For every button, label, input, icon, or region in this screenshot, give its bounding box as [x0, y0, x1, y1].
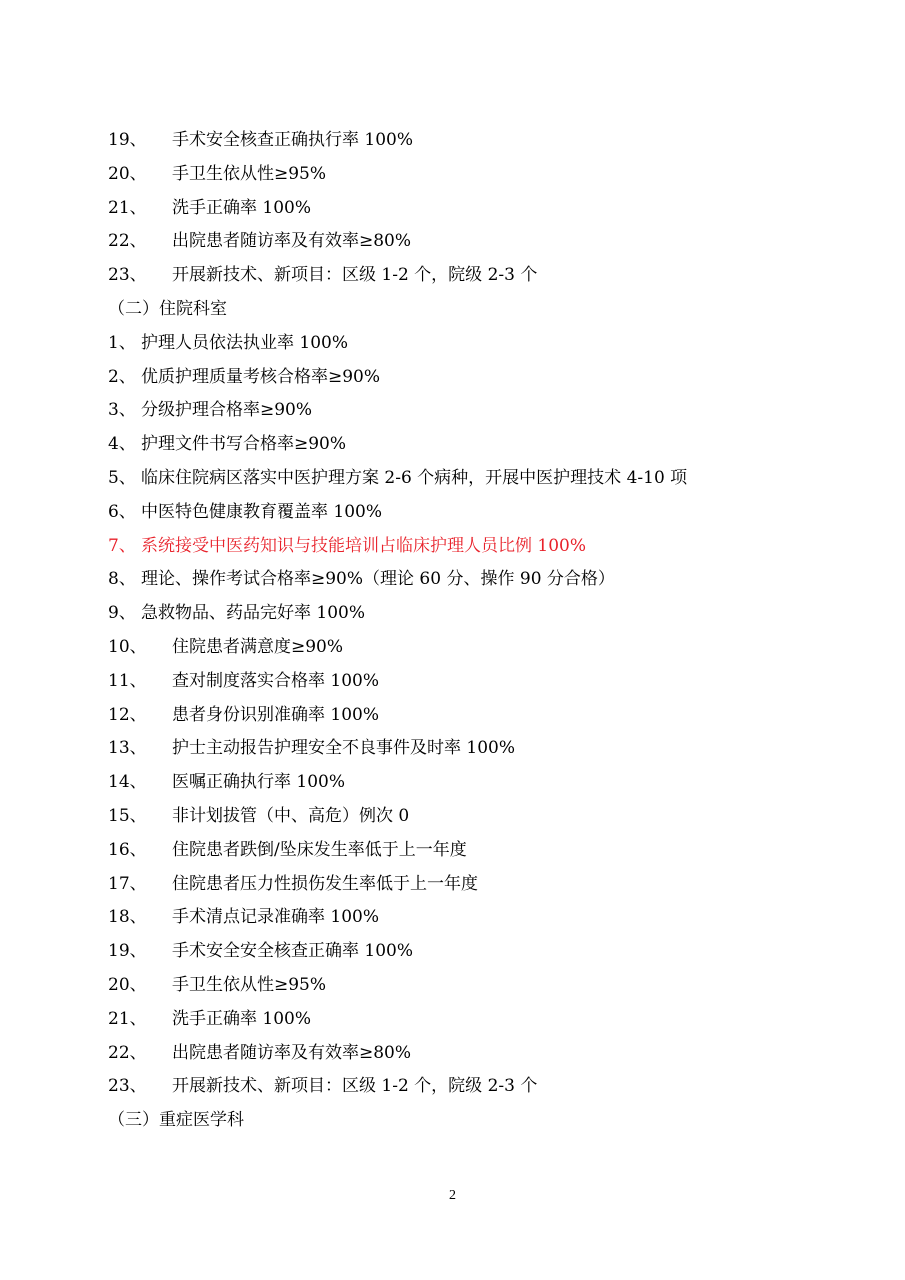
item-text: 出院患者随访率及有效率≥80%: [172, 231, 412, 252]
item-text: 洗手正确率 100%: [172, 1008, 312, 1029]
item-number: 2、: [108, 366, 136, 387]
item-text: 护士主动报告护理安全不良事件及时率 100%: [172, 738, 516, 759]
section-heading-text: （二）住院科室: [108, 298, 227, 319]
list-item: [0, 361, 905, 395]
item-text: 急救物品、药品完好率 100%: [141, 603, 366, 624]
item-number: 13、: [108, 738, 147, 759]
item-text: 护理文件书写合格率≥90%: [141, 434, 347, 455]
list-item: [0, 1070, 905, 1104]
item-text: 手术清点记录准确率 100%: [172, 907, 380, 928]
item-text: 手术安全核查正确执行率 100%: [172, 130, 414, 150]
list-item: [0, 868, 905, 902]
list-item: [0, 834, 905, 868]
item-number: 15、: [108, 805, 147, 826]
list-item: [0, 935, 905, 969]
item-number: 7、: [108, 535, 136, 556]
item-text: 住院患者满意度≥90%: [172, 636, 344, 657]
item-text: 开展新技术、新项目：区级 1-2 个，院级 2-3 个: [172, 1076, 538, 1097]
list-item: [0, 766, 905, 800]
list-item: [0, 192, 905, 226]
item-number: 18、: [108, 907, 147, 928]
item-text: 开展新技术、新项目：区级 1-2 个，院级 2-3 个: [172, 265, 538, 286]
item-text: 患者身份识别准确率 100%: [172, 704, 380, 725]
item-number: 21、: [108, 197, 147, 218]
item-number: 17、: [108, 873, 147, 894]
item-number: 20、: [108, 163, 147, 184]
section-heading-inpatient: [0, 293, 905, 327]
item-text: 系统接受中医药知识与技能培训占临床护理人员比例 100%: [141, 535, 587, 556]
list-item-highlighted: [0, 530, 905, 564]
list-item: [0, 563, 905, 597]
item-number: 3、: [108, 400, 136, 421]
item-number: 21、: [108, 1008, 147, 1029]
item-number: 9、: [108, 603, 136, 624]
item-number: 16、: [108, 839, 147, 860]
list-item: [0, 225, 905, 259]
list-item: [0, 665, 905, 699]
list-item: [0, 1037, 905, 1071]
item-number: 8、: [108, 569, 136, 590]
item-text: 手术安全安全核查正确率 100%: [172, 941, 414, 962]
item-text: 住院患者压力性损伤发生率低于上一年度: [172, 873, 478, 894]
item-text: 分级护理合格率≥90%: [141, 400, 313, 421]
item-number: 5、: [108, 467, 136, 488]
document-body: [0, 124, 905, 1138]
item-number: 19、: [108, 941, 147, 962]
item-number: 22、: [108, 1042, 147, 1063]
item-number: 22、: [108, 231, 147, 252]
list-item: [0, 496, 905, 530]
section-heading-icu: [0, 1104, 905, 1138]
list-item: [0, 158, 905, 192]
item-number: 23、: [108, 1076, 147, 1097]
list-item: [0, 428, 905, 462]
item-number: 11、: [108, 670, 147, 691]
item-text: 护理人员依法执业率 100%: [141, 332, 349, 353]
item-number: 10、: [108, 636, 147, 657]
item-number: 1、: [108, 332, 136, 353]
item-text: 洗手正确率 100%: [172, 197, 312, 218]
list-item: [0, 699, 905, 733]
list-item: [0, 462, 905, 496]
list-item: [0, 969, 905, 1003]
item-text: 非计划拔管（中、高危）例次 0: [172, 805, 410, 826]
list-item: [0, 631, 905, 665]
item-number: 23、: [108, 265, 147, 286]
item-number: 12、: [108, 704, 147, 725]
list-item: [0, 732, 905, 766]
item-number: 6、: [108, 501, 136, 522]
item-number: 19、: [108, 130, 147, 150]
list-item: [0, 259, 905, 293]
list-item: [0, 597, 905, 631]
item-number: 4、: [108, 434, 136, 455]
page-number: 2: [449, 1188, 456, 1203]
item-text: 查对制度落实合格率 100%: [172, 670, 380, 691]
item-text: 住院患者跌倒/坠床发生率低于上一年度: [172, 839, 467, 860]
item-text: 理论、操作考试合格率≥90%（理论 60 分、操作 90 分合格）: [141, 569, 615, 590]
item-text: 医嘱正确执行率 100%: [172, 772, 346, 793]
list-item: [0, 124, 905, 158]
item-text: 出院患者随访率及有效率≥80%: [172, 1042, 412, 1063]
item-text: 临床住院病区落实中医护理方案 2-6 个病种，开展中医护理技术 4-10 项: [141, 467, 688, 488]
item-text: 中医特色健康教育覆盖率 100%: [141, 501, 383, 522]
list-item: [0, 1003, 905, 1037]
item-number: 20、: [108, 974, 147, 995]
list-item: [0, 901, 905, 935]
list-item: [0, 327, 905, 361]
item-text: 手卫生依从性≥95%: [172, 163, 327, 184]
item-text: 手卫生依从性≥95%: [172, 974, 327, 995]
list-item: [0, 394, 905, 428]
item-number: 14、: [108, 772, 147, 793]
item-text: 优质护理质量考核合格率≥90%: [141, 366, 381, 387]
section-heading-text: （三）重症医学科: [108, 1110, 244, 1131]
list-item: [0, 800, 905, 834]
